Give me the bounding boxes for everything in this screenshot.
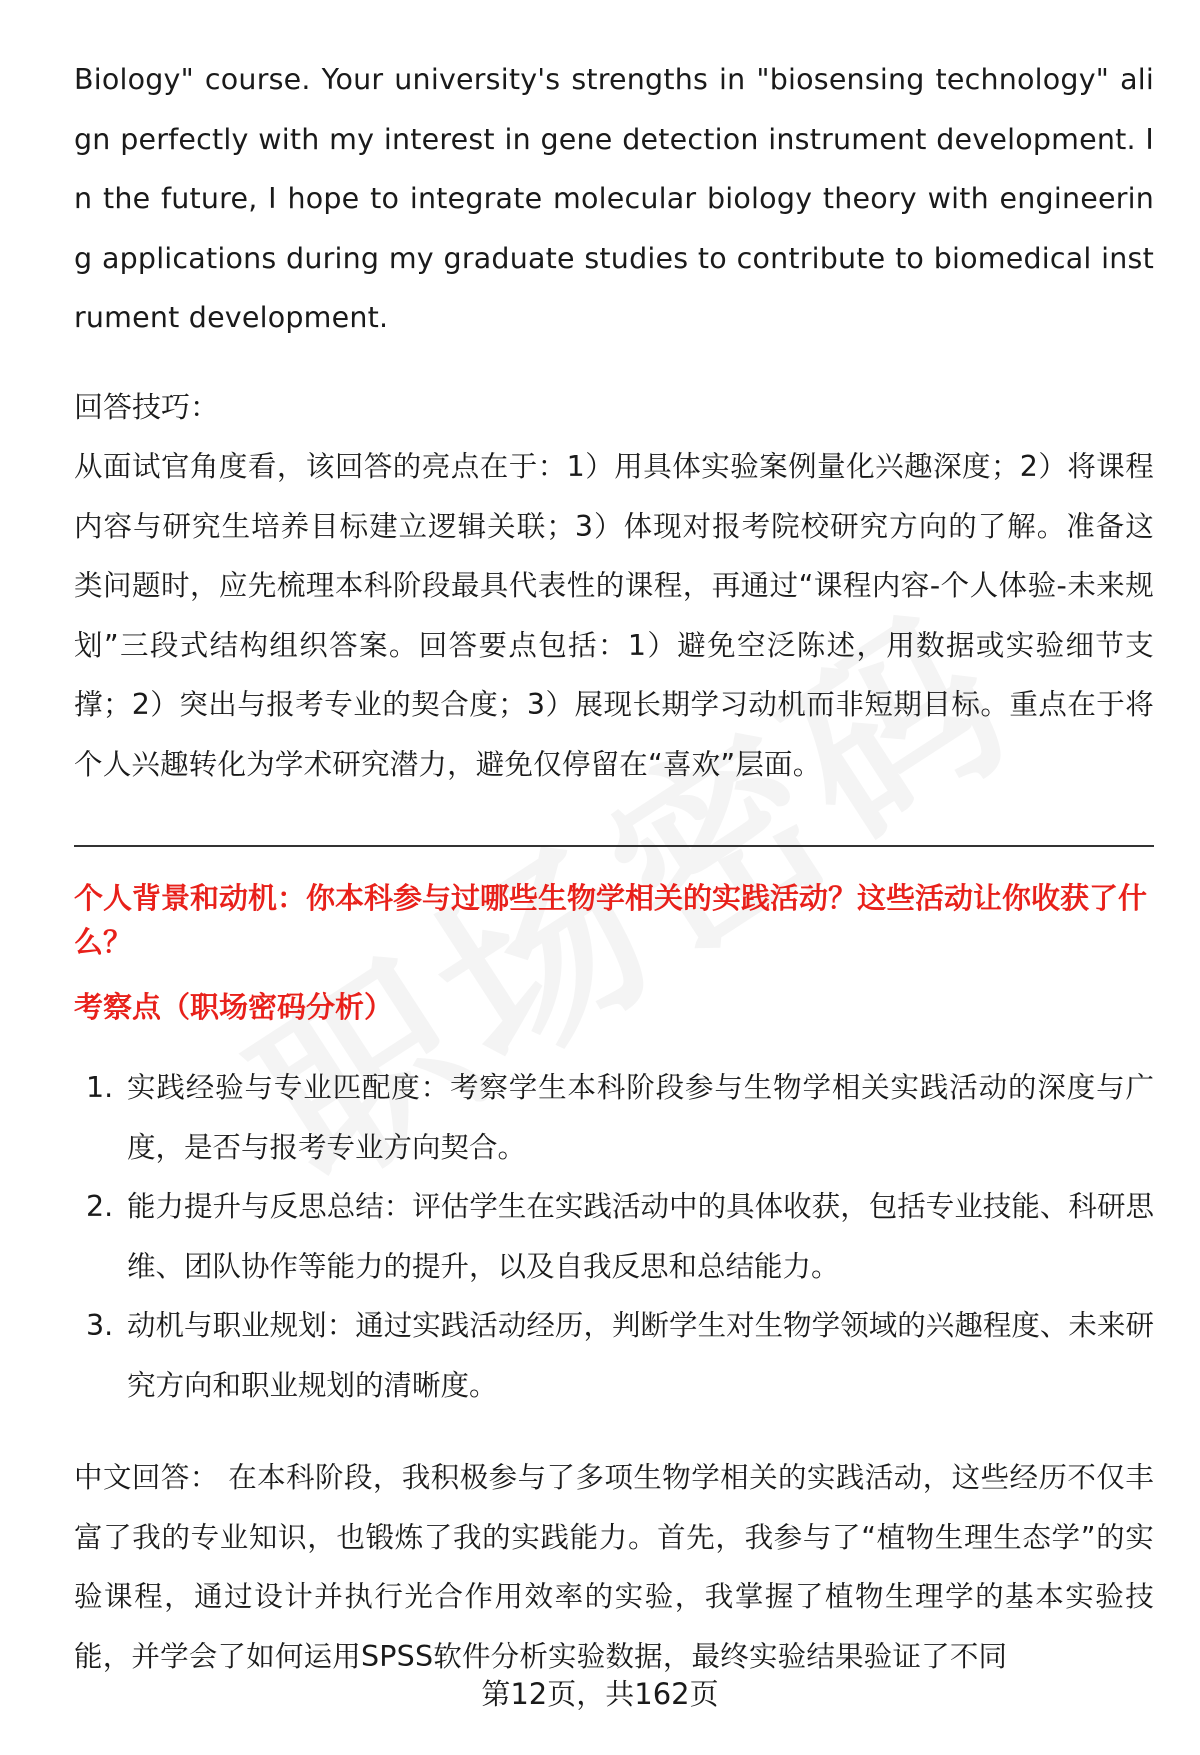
section-divider [74, 845, 1154, 847]
list-number: 2. [86, 1190, 114, 1223]
list-item-text: 动机与职业规划：通过实践活动经历，判断学生对生物学领域的兴趣程度、未来研究方向和职业规划的清晰度。 [127, 1309, 1154, 1402]
assessment-heading: 考察点（职场密码分析） [74, 990, 394, 1024]
list-item [74, 1177, 1154, 1296]
list-number: 1. [86, 1071, 114, 1104]
list-item-text: 能力提升与反思总结：评估学生在实践活动中的具体收获，包括专业技能、科研思维、团队协作等能力的提升，以及自我反思和总结能力。 [127, 1190, 1154, 1283]
list-item [74, 1058, 1154, 1177]
list-number: 3. [86, 1309, 114, 1342]
tips-paragraph: 从面试官角度看，该回答的亮点在于：1）用具体实验案例量化兴趣深度；2）将课程内容与研究生培养目标建立逻辑关联；3）体现对报考院校研究方向的了解。准备这类问题时，应先梳理本科阶段最具代表性的课程，再通过“课程内容-个人体验-未来规划”三段式结构组织答案。回答要点包括：1）避免空泛陈述，用数据或实验细节支撑；2）突出与报考专业的契合度；3）展现长期学习动机而非短期目标。重点在于将个人兴趣转化为学术研究潜力，避免仅停留在“喜欢”层面。 [74, 450, 1154, 781]
chinese-answer-paragraph: 中文回答： 在本科阶段，我积极参与了多项生物学相关的实践活动，这些经历不仅丰富了我的专业知识，也锻炼了我的实践能力。首先，我参与了“植物生理生态学”的实验课程，通过设计并执行光合作用效率的实验，我掌握了植物生理学的基本实验技能，并学会了如何运用SPSS软件分析实验数据，最终实验结果验证了不同 [74, 1461, 1154, 1673]
list-item [74, 1296, 1154, 1415]
assessment-list [74, 1058, 1154, 1415]
list-item-text: 实践经验与专业匹配度：考察学生本科阶段参与生物学相关实践活动的深度与广度，是否与报考专业方向契合。 [127, 1071, 1154, 1164]
page-footer: 第12页，共162页 [481, 1677, 719, 1711]
question-heading: 个人背景和动机：你本科参与过哪些生物学相关的实践活动？这些活动让你收获了什么？ [74, 881, 1148, 959]
english-answer-paragraph: Biology" course. Your university's strengths in "biosensing technology" align perfectly with my interest in gene detection instrument development. In the future, I hope to integrate molecular biology theory with engineering applications during my graduate studies to contribute to biomedical instrument development. [74, 63, 1154, 334]
tips-label: 回答技巧： [74, 390, 220, 424]
